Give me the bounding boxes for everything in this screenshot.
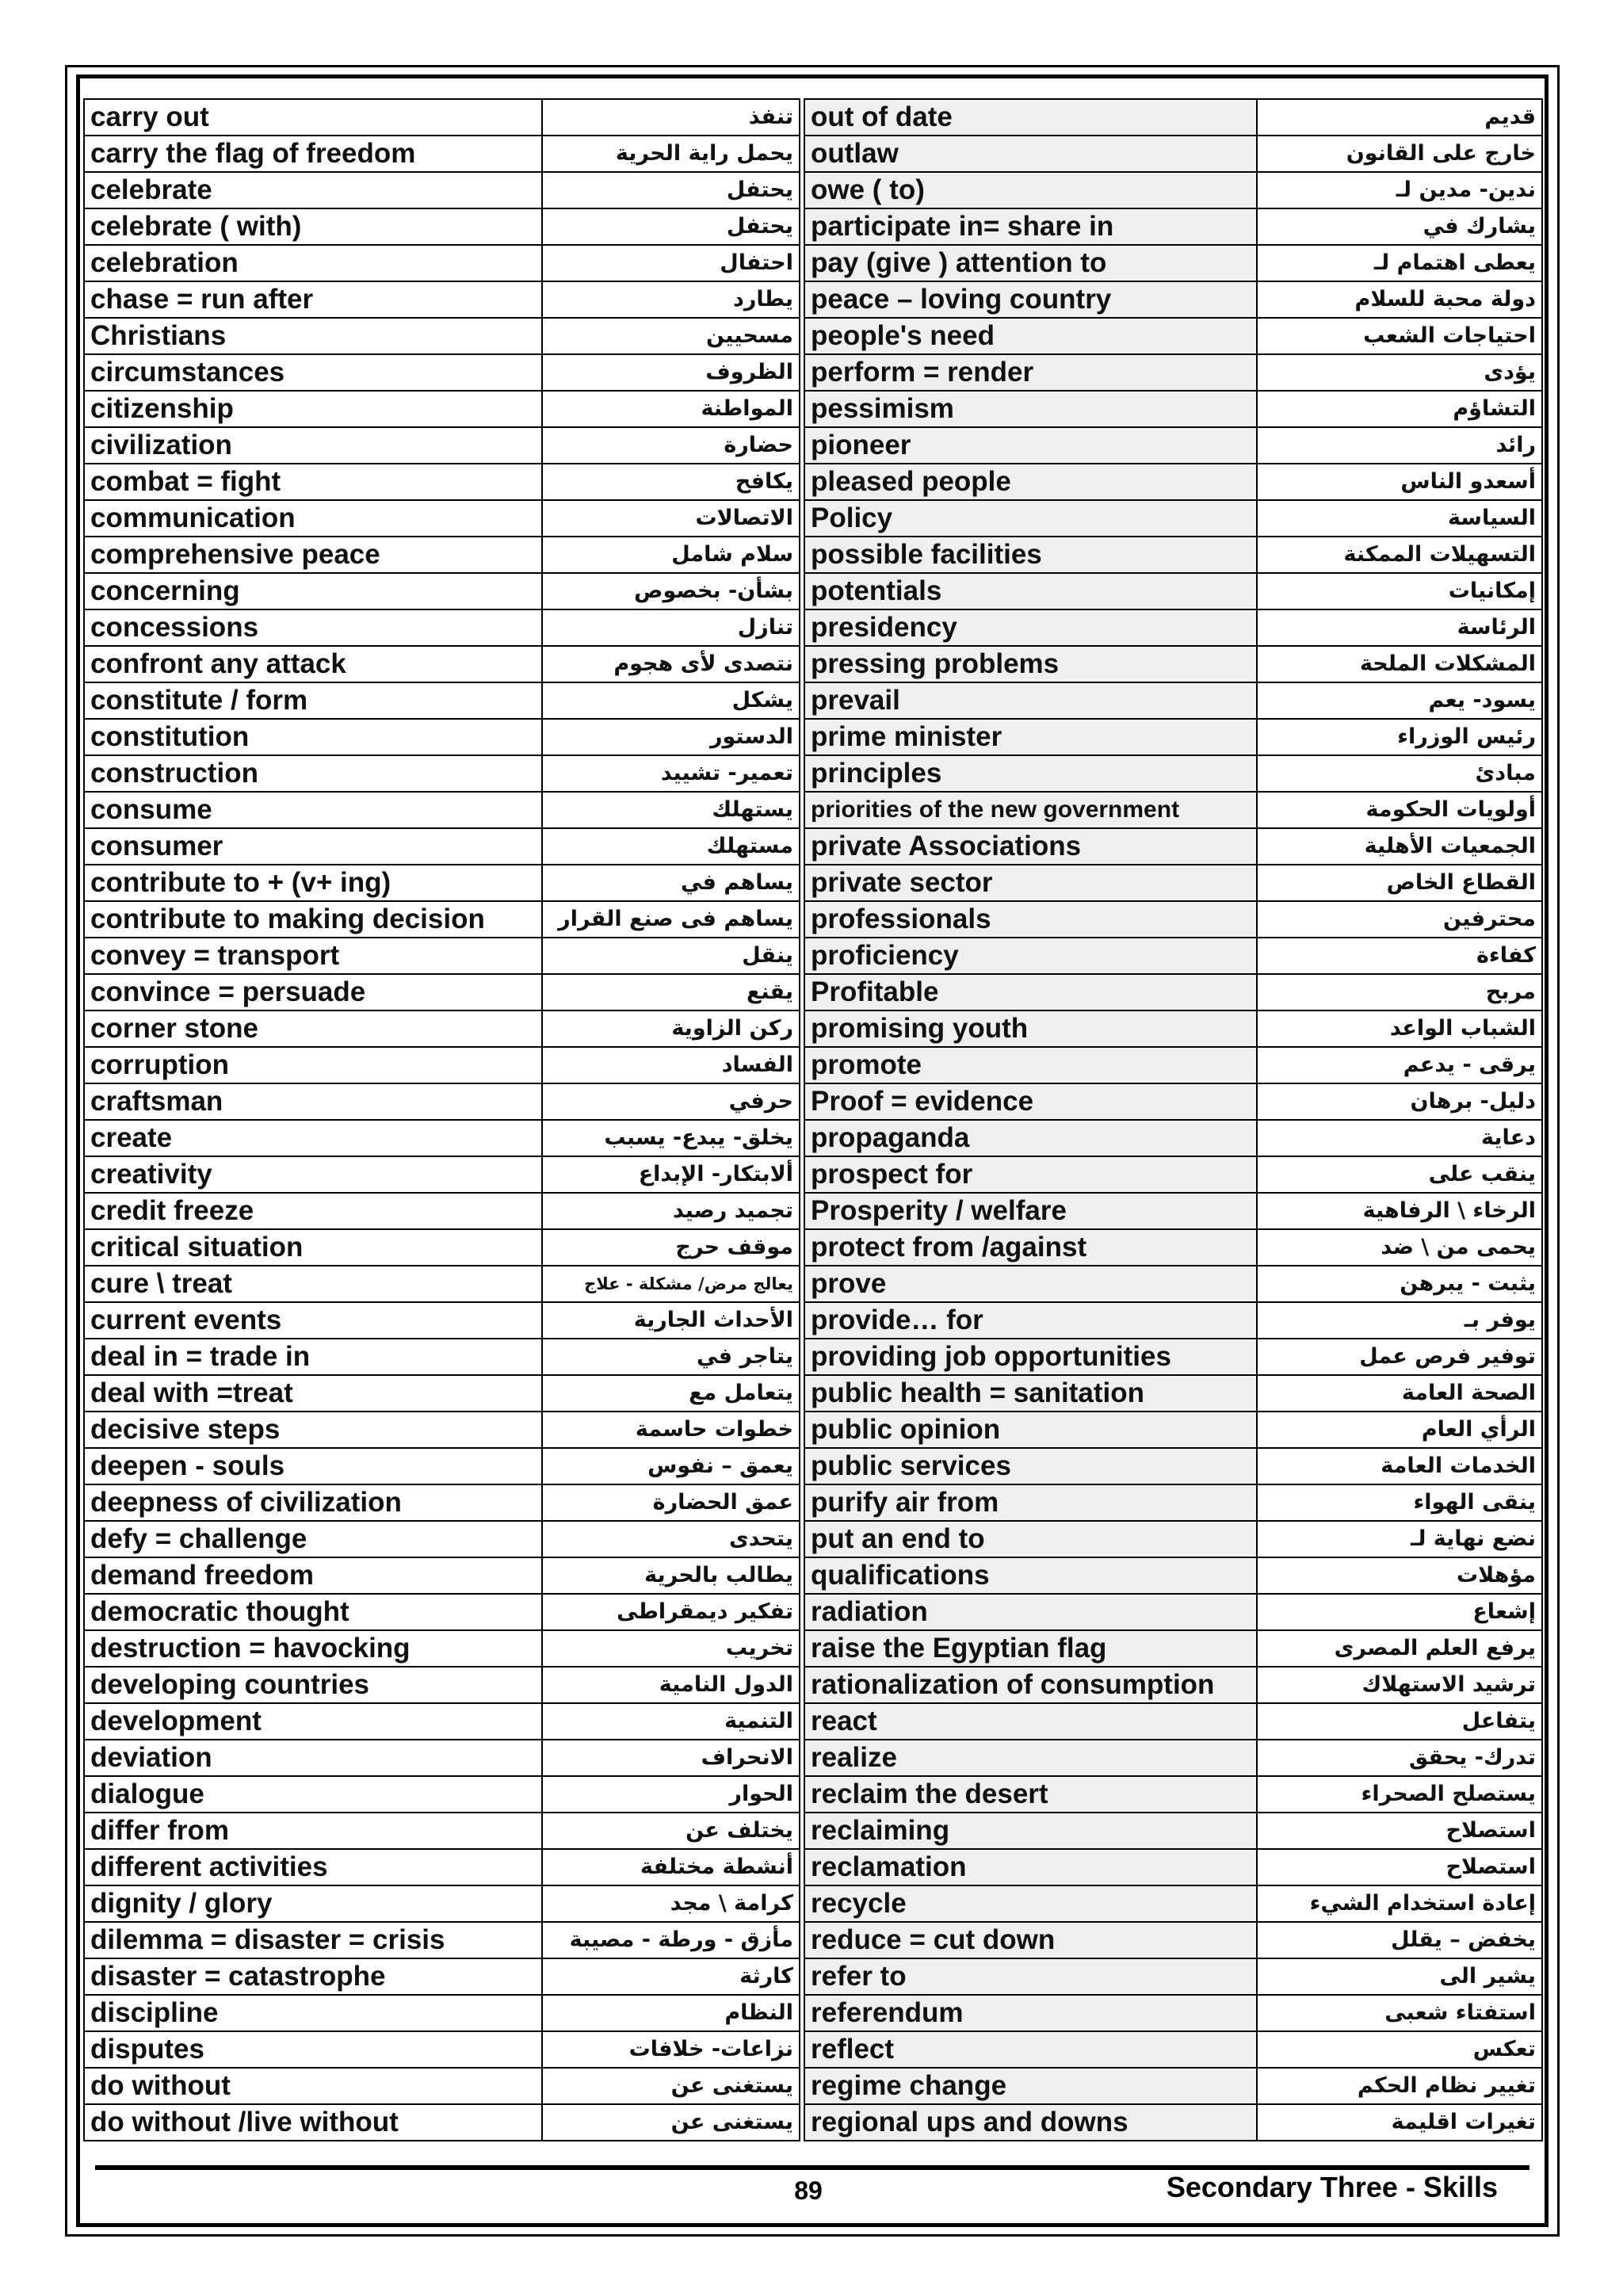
arabic-meaning: يثبت - يبرهن [1257,1266,1542,1302]
arabic-meaning: مؤهلات [1257,1557,1542,1594]
arabic-meaning: يرقى - يدعم [1257,1047,1542,1083]
table-row [84,1412,1542,1448]
english-term: Policy [804,500,1257,537]
arabic-meaning: الحوار [542,1776,800,1813]
arabic-meaning: تعمير- تشييد [542,755,800,792]
english-term: participate in= share in [804,208,1257,245]
arabic-meaning: استصلاح [1257,1813,1542,1849]
arabic-meaning: مسحيين [542,318,800,354]
arabic-meaning: الصحة العامة [1257,1375,1542,1412]
arabic-meaning: مبادئ [1257,755,1542,792]
english-term: current events [84,1302,542,1339]
arabic-meaning: استفتاء شعبى [1257,1995,1542,2031]
arabic-meaning: مستهلك [542,828,800,865]
english-term: prove [804,1266,1257,1302]
arabic-meaning: يشارك في [1257,208,1542,245]
english-term: concerning [84,573,542,609]
arabic-meaning: التسهيلات الممكنة [1257,537,1542,573]
arabic-meaning: الشباب الواعد [1257,1010,1542,1047]
english-term: owe ( to) [804,172,1257,208]
english-term: providing job opportunities [804,1339,1257,1375]
english-term: radiation [804,1594,1257,1630]
arabic-meaning: الرخاء \ الرفاهية [1257,1193,1542,1229]
english-term: different activities [84,1849,542,1885]
english-term: rationalization of consumption [804,1667,1257,1703]
english-term: corner stone [84,1010,542,1047]
table-row [84,1776,1542,1813]
arabic-meaning: الدول النامية [542,1667,800,1703]
table-row [84,2031,1542,2068]
arabic-meaning: خارج على القانون [1257,136,1542,172]
arabic-meaning: الخدمات العامة [1257,1448,1542,1484]
arabic-meaning: أسعدو الناس [1257,464,1542,500]
english-term: prime minister [804,719,1257,755]
table-row [84,1922,1542,1958]
english-term: public health = sanitation [804,1375,1257,1412]
arabic-meaning: مربح [1257,974,1542,1010]
arabic-meaning: ينقى الهواء [1257,1484,1542,1521]
english-term: put an end to [804,1521,1257,1557]
arabic-meaning: التنمية [542,1703,800,1740]
arabic-meaning: تفكير ديمقراطى [542,1594,800,1630]
table-row [84,646,1542,682]
arabic-meaning: ينقل [542,938,800,974]
arabic-meaning: ركن الزاوية [542,1010,800,1047]
arabic-meaning: المواطنة [542,391,800,427]
english-term: discipline [84,1995,542,2031]
table-row [84,537,1542,573]
english-term: reduce = cut down [804,1922,1257,1958]
arabic-meaning: عمق الحضارة [542,1484,800,1521]
table-row [84,1521,1542,1557]
arabic-meaning: يشكل [542,682,800,719]
english-term: prevail [804,682,1257,719]
table-row [84,1448,1542,1484]
english-term: disaster = catastrophe [84,1958,542,1995]
english-term: construction [84,755,542,792]
table-row [84,792,1542,828]
english-term: priorities of the new government [804,792,1257,828]
english-term: contribute to making decision [84,901,542,938]
english-term: reclaim the desert [804,1776,1257,1813]
english-term: propaganda [804,1120,1257,1156]
english-term: destruction = havocking [84,1630,542,1667]
table-row [84,1266,1542,1302]
arabic-meaning: يستغنى عن [542,2068,800,2104]
table-row [84,865,1542,901]
english-term: carry out [84,99,542,136]
english-term: carry the flag of freedom [84,136,542,172]
arabic-meaning: نضع نهاية لـ [1257,1521,1542,1557]
english-term: people's need [804,318,1257,354]
arabic-meaning: يكافح [542,464,800,500]
english-term: deviation [84,1740,542,1776]
english-term: deal with =treat [84,1375,542,1412]
table-row [84,1156,1542,1193]
table-row [84,1958,1542,1995]
arabic-meaning: يحمل راية الحرية [542,136,800,172]
english-term: private sector [804,865,1257,901]
english-term: disputes [84,2031,542,2068]
arabic-meaning: يخفض – يقلل [1257,1922,1542,1958]
english-term: Proof = evidence [804,1083,1257,1120]
arabic-meaning: يحتفل [542,208,800,245]
english-term: promote [804,1047,1257,1083]
arabic-meaning: يقنع [542,974,800,1010]
arabic-meaning: ترشيد الاستهلاك [1257,1667,1542,1703]
english-term: regime change [804,2068,1257,2104]
english-term: cure \ treat [84,1266,542,1302]
arabic-meaning: يتعامل مع [542,1375,800,1412]
english-term: referendum [804,1995,1257,2031]
table-row [84,172,1542,208]
arabic-meaning: توفير فرص عمل [1257,1339,1542,1375]
english-term: dignity / glory [84,1885,542,1922]
english-term: pleased people [804,464,1257,500]
english-term: recycle [804,1885,1257,1922]
english-term: contribute to + (v+ ing) [84,865,542,901]
arabic-meaning: نتصدى لأى هجوم [542,646,800,682]
english-term: provide… for [804,1302,1257,1339]
arabic-meaning: يستصلح الصحراء [1257,1776,1542,1813]
english-term: Christians [84,318,542,354]
table-row [84,755,1542,792]
arabic-meaning: القطاع الخاص [1257,865,1542,901]
arabic-meaning: يتحدى [542,1521,800,1557]
arabic-meaning: يشير الى [1257,1958,1542,1995]
english-term: possible facilities [804,537,1257,573]
arabic-meaning: ألابتكار- الإبداع [542,1156,800,1193]
english-term: pressing problems [804,646,1257,682]
arabic-meaning: كرامة \ مجد [542,1885,800,1922]
arabic-meaning: إمكانيات [1257,573,1542,609]
table-row [84,1302,1542,1339]
arabic-meaning: يرفع العلم المصرى [1257,1630,1542,1667]
english-term: credit freeze [84,1193,542,1229]
arabic-meaning: يستهلك [542,792,800,828]
arabic-meaning: نزاعات- خلافات [542,2031,800,2068]
arabic-meaning: يخلق- يبدع- يسبب [542,1120,800,1156]
english-term: convey = transport [84,938,542,974]
english-term: create [84,1120,542,1156]
arabic-meaning: أنشطة مختلفة [542,1849,800,1885]
english-term: consume [84,792,542,828]
english-term: celebration [84,245,542,281]
english-term: deepness of civilization [84,1484,542,1521]
table-row [84,609,1542,646]
arabic-meaning: يحمى من \ ضد [1257,1229,1542,1266]
arabic-meaning: احتياجات الشعب [1257,318,1542,354]
table-row [84,281,1542,318]
english-term: reflect [804,2031,1257,2068]
arabic-meaning: دولة محبة للسلام [1257,281,1542,318]
arabic-meaning: يتفاعل [1257,1703,1542,1740]
table-row [84,1740,1542,1776]
table-row [84,1667,1542,1703]
arabic-meaning: يستغنى عن [542,2104,800,2141]
arabic-meaning: تغيرات اقليمة [1257,2104,1542,2141]
arabic-meaning: الرأي العام [1257,1412,1542,1448]
arabic-meaning: حرفي [542,1083,800,1120]
table-row [84,1703,1542,1740]
english-term: pessimism [804,391,1257,427]
arabic-meaning: كفاءة [1257,938,1542,974]
english-term: consumer [84,828,542,865]
vocabulary-table [83,98,1543,2141]
english-term: raise the Egyptian flag [804,1630,1257,1667]
arabic-meaning: رائد [1257,427,1542,464]
english-term: chase = run after [84,281,542,318]
table-row [84,99,1542,136]
english-term: creativity [84,1156,542,1193]
arabic-meaning: رئيس الوزراء [1257,719,1542,755]
english-term: dilemma = disaster = crisis [84,1922,542,1958]
table-row [84,1083,1542,1120]
english-term: demand freedom [84,1557,542,1594]
arabic-meaning: السياسة [1257,500,1542,537]
english-term: developing countries [84,1667,542,1703]
english-term: potentials [804,573,1257,609]
arabic-meaning: المشكلات الملحة [1257,646,1542,682]
english-term: constitution [84,719,542,755]
english-term: convince = persuade [84,974,542,1010]
table-row [84,245,1542,281]
table-row [84,1885,1542,1922]
table-row [84,901,1542,938]
english-term: professionals [804,901,1257,938]
arabic-meaning: دعاية [1257,1120,1542,1156]
arabic-meaning: إعادة استخدام الشيء [1257,1885,1542,1922]
table-row [84,464,1542,500]
page-number: 89 [794,2176,823,2205]
english-term: confront any attack [84,646,542,682]
english-term: outlaw [804,136,1257,172]
arabic-meaning: يتاجر في [542,1339,800,1375]
table-row [84,1594,1542,1630]
arabic-meaning: يعطى اهتمام لـ [1257,245,1542,281]
arabic-meaning: يطارد [542,281,800,318]
english-term: dialogue [84,1776,542,1813]
table-row [84,1193,1542,1229]
arabic-meaning: دليل- برهان [1257,1083,1542,1120]
english-term: peace – loving country [804,281,1257,318]
arabic-meaning: يؤدى [1257,354,1542,391]
arabic-meaning: الانحراف [542,1740,800,1776]
english-term: differ from [84,1813,542,1849]
arabic-meaning: مأزق - ورطة - مصيبة [542,1922,800,1958]
table-row [84,1010,1542,1047]
english-term: constitute / form [84,682,542,719]
arabic-meaning: محترفين [1257,901,1542,938]
arabic-meaning: تغيير نظام الحكم [1257,2068,1542,2104]
english-term: concessions [84,609,542,646]
arabic-meaning: كارثة [542,1958,800,1995]
arabic-meaning: تخريب [542,1630,800,1667]
table-row [84,136,1542,172]
english-term: decisive steps [84,1412,542,1448]
arabic-meaning: الأحداث الجارية [542,1302,800,1339]
english-term: pay (give ) attention to [804,245,1257,281]
table-row [84,1339,1542,1375]
english-term: purify air from [804,1484,1257,1521]
arabic-meaning: يختلف عن [542,1813,800,1849]
arabic-meaning: يعمق – نفوس [542,1448,800,1484]
arabic-meaning: تدرك- يحقق [1257,1740,1542,1776]
english-term: Prosperity / welfare [804,1193,1257,1229]
arabic-meaning: التشاؤم [1257,391,1542,427]
table-row [84,938,1542,974]
arabic-meaning: احتفال [542,245,800,281]
arabic-meaning: تنفذ [542,99,800,136]
english-term: public services [804,1448,1257,1484]
english-term: deal in = trade in [84,1339,542,1375]
arabic-meaning: يساهم في [542,865,800,901]
english-term: celebrate [84,172,542,208]
arabic-meaning: قديم [1257,99,1542,136]
table-row [84,828,1542,865]
table-row [84,354,1542,391]
english-term: pioneer [804,427,1257,464]
english-term: communication [84,500,542,537]
english-term: presidency [804,609,1257,646]
arabic-meaning: يعالج مرض/ مشكلة - علاج [542,1266,800,1302]
english-term: comprehensive peace [84,537,542,573]
table-row [84,2104,1542,2141]
arabic-meaning: أولويات الحكومة [1257,792,1542,828]
english-term: circumstances [84,354,542,391]
arabic-meaning: بشأن- بخصوص [542,573,800,609]
arabic-meaning: يحتفل [542,172,800,208]
arabic-meaning: الظروف [542,354,800,391]
arabic-meaning: تجميد رصيد [542,1193,800,1229]
arabic-meaning: الرئاسة [1257,609,1542,646]
table-row [84,1995,1542,2031]
english-term: deepen - souls [84,1448,542,1484]
table-row [84,391,1542,427]
english-term: defy = challenge [84,1521,542,1557]
english-term: protect from /against [804,1229,1257,1266]
arabic-meaning: يطالب بالحرية [542,1557,800,1594]
english-term: reclamation [804,1849,1257,1885]
arabic-meaning: حضارة [542,427,800,464]
arabic-meaning: النظام [542,1995,800,2031]
arabic-meaning: استصلاح [1257,1849,1542,1885]
english-term: out of date [804,99,1257,136]
english-term: democratic thought [84,1594,542,1630]
english-term: combat = fight [84,464,542,500]
english-term: private Associations [804,828,1257,865]
english-term: corruption [84,1047,542,1083]
english-term: critical situation [84,1229,542,1266]
arabic-meaning: الاتصالات [542,500,800,537]
table-row [84,1375,1542,1412]
book-label: Secondary Three - Skills [1166,2171,1498,2203]
arabic-meaning: تنازل [542,609,800,646]
english-term: celebrate ( with) [84,208,542,245]
table-row [84,974,1542,1010]
english-term: civilization [84,427,542,464]
arabic-meaning: موقف حرج [542,1229,800,1266]
arabic-meaning: ينقب على [1257,1156,1542,1193]
english-term: perform = render [804,354,1257,391]
english-term: do without /live without [84,2104,542,2141]
table-row [84,2068,1542,2104]
english-term: refer to [804,1958,1257,1995]
arabic-meaning: سلام شامل [542,537,800,573]
arabic-meaning: الفساد [542,1047,800,1083]
table-row [84,1484,1542,1521]
arabic-meaning: تعكس [1257,2031,1542,2068]
english-term: Profitable [804,974,1257,1010]
table-row [84,1630,1542,1667]
table-row [84,1557,1542,1594]
table-row [84,682,1542,719]
arabic-meaning: يسود- يعم [1257,682,1542,719]
table-row [84,1849,1542,1885]
table-row [84,208,1542,245]
table-row [84,1229,1542,1266]
english-term: principles [804,755,1257,792]
english-term: do without [84,2068,542,2104]
english-term: public opinion [804,1412,1257,1448]
arabic-meaning: يوفر بـ [1257,1302,1542,1339]
table-row [84,1047,1542,1083]
english-term: react [804,1703,1257,1740]
english-term: citizenship [84,391,542,427]
table-row [84,719,1542,755]
table-row [84,1120,1542,1156]
arabic-meaning: ندين- مدين لـ [1257,172,1542,208]
english-term: qualifications [804,1557,1257,1594]
english-term: craftsman [84,1083,542,1120]
english-term: proficiency [804,938,1257,974]
arabic-meaning: الدستور [542,719,800,755]
table-row [84,573,1542,609]
table-row [84,318,1542,354]
arabic-meaning: إشعاع [1257,1594,1542,1630]
arabic-meaning: الجمعيات الأهلية [1257,828,1542,865]
english-term: regional ups and downs [804,2104,1257,2141]
english-term: promising youth [804,1010,1257,1047]
table-row [84,1813,1542,1849]
english-term: realize [804,1740,1257,1776]
table-row [84,500,1542,537]
table-row [84,427,1542,464]
english-term: prospect for [804,1156,1257,1193]
english-term: development [84,1703,542,1740]
arabic-meaning: يساهم فى صنع القرار [542,901,800,938]
english-term: reclaiming [804,1813,1257,1849]
arabic-meaning: خطوات حاسمة [542,1412,800,1448]
